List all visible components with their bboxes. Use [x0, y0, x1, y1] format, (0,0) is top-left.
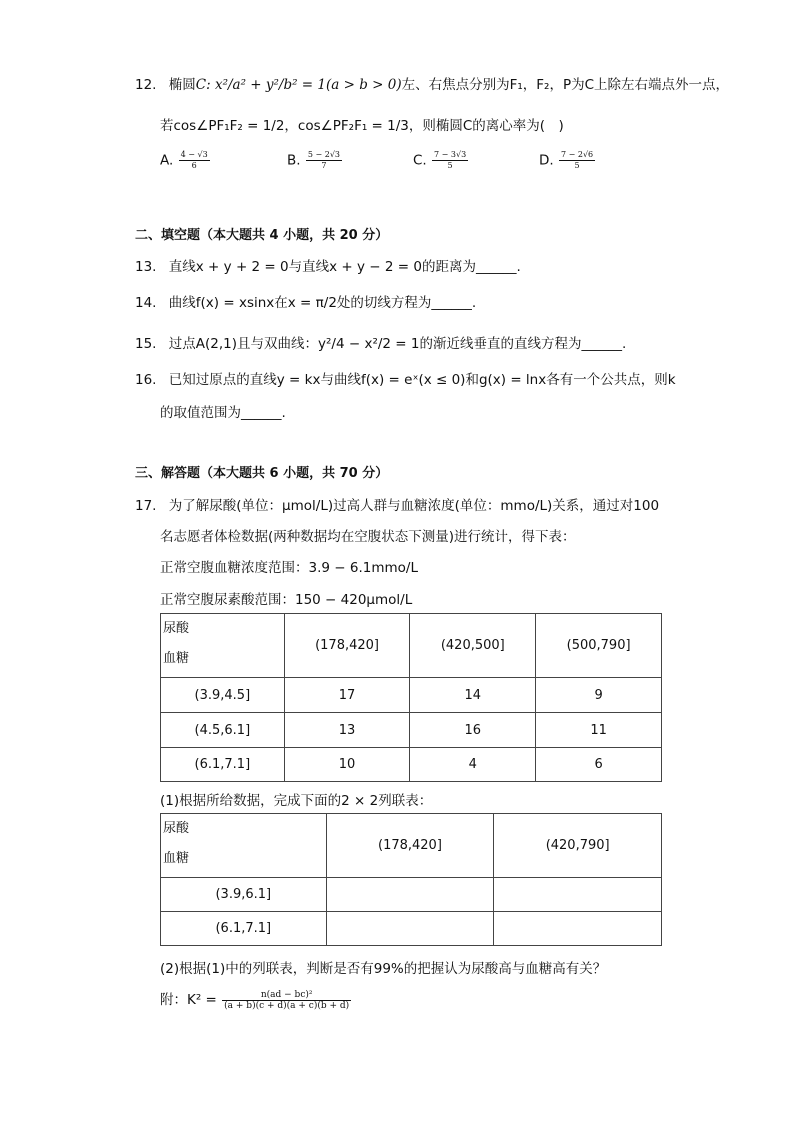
table-cell: 9: [536, 678, 662, 713]
q13: [135, 255, 521, 275]
table-row: [161, 912, 662, 946]
q12-option-b: [287, 150, 343, 171]
empty-cell: [326, 912, 494, 946]
column-header: (178,420]: [326, 814, 494, 878]
q14-text: 曲线f(x) = xsinx在x = π/2处的切线方程为______.: [168, 295, 477, 311]
q17-appendix: [160, 988, 352, 1011]
q12-number: 12.: [135, 77, 157, 93]
formula-denominator: (a + b)(c + d)(a + c)(b + d): [224, 1000, 350, 1011]
q17-text: 为了解尿酸(单位：μmol/L)过高人群与血糖浓度(单位：mmo/L)关系，通过对100: [168, 498, 660, 514]
option-fraction: $\frac{4 - √3}{6}$: [180, 150, 208, 170]
q17-part1: (1)根据所给数据，完成下面的2 × 2列联表：: [160, 793, 433, 809]
q12-line2: 若cos∠PF₁F₂ = 1/2，cos∠PF₂F₁ = 1/3，则椭圆C的离心率为( ): [160, 118, 564, 134]
q12-option-d: [539, 150, 596, 171]
q14: [135, 291, 476, 311]
option-fraction: $\frac{5 - 2√3}{7}$: [307, 150, 341, 170]
row-label: (4.5,6.1]: [161, 713, 285, 748]
row-label: (6.1,7.1]: [161, 748, 285, 782]
table-cell: 14: [410, 678, 536, 713]
table-row: [161, 748, 662, 782]
contingency-table: [160, 813, 662, 946]
section-2-heading: 二、填空题（本大题共 4 小题，共 20 分）: [135, 228, 389, 243]
q12-line1: [135, 73, 729, 93]
row-label: (6.1,7.1]: [161, 912, 327, 946]
q15: [135, 332, 626, 352]
corner-bottom-label: 血糖: [163, 651, 190, 666]
table-row: [161, 678, 662, 713]
option-label: D.: [539, 152, 554, 169]
table-corner: [161, 614, 285, 678]
empty-cell: [494, 912, 662, 946]
q12-postfix: 左、右焦点分别为F₁，F₂，P为C上除左右端点外一点，: [401, 77, 730, 93]
q14-number: 14.: [135, 295, 157, 311]
table-corner: [161, 814, 327, 878]
table-cell: 16: [410, 713, 536, 748]
table-cell: 17: [284, 678, 410, 713]
q12-equation: C: x²/a² + y²/b² = 1(a > b > 0): [195, 77, 402, 93]
option-fraction: $\frac{7 - 2√6}{5}$: [560, 150, 594, 170]
q16-line2: 的取值范围为______.: [160, 405, 286, 421]
q16-number: 16.: [135, 372, 157, 388]
empty-cell: [326, 878, 494, 912]
row-label: (3.9,4.5]: [161, 678, 285, 713]
column-header: (178,420]: [284, 614, 410, 678]
column-header: (420,790]: [494, 814, 662, 878]
table-cell: 6: [536, 748, 662, 782]
q17-number: 17.: [135, 498, 157, 514]
q16-line1: [135, 368, 676, 388]
row-label: (3.9,6.1]: [161, 878, 327, 912]
formula-fraction: [222, 990, 351, 1011]
table-cell: 4: [410, 748, 536, 782]
table-cell: 13: [284, 713, 410, 748]
option-label: B.: [287, 152, 301, 169]
corner-top-label: 尿酸: [163, 821, 190, 836]
q17-line4: 正常空腹尿素酸范围：150 − 420μmol/L: [160, 592, 413, 608]
formula-numerator: n(ad − bc)²: [222, 990, 351, 1001]
column-header: (420,500]: [410, 614, 536, 678]
column-header: (500,790]: [536, 614, 662, 678]
option-label: A.: [160, 152, 174, 169]
q15-number: 15.: [135, 336, 157, 352]
q13-number: 13.: [135, 259, 157, 275]
table-cell: 11: [536, 713, 662, 748]
appendix-label: 附：K² =: [160, 992, 217, 1008]
q17-line1: [135, 494, 659, 514]
option-label: C.: [413, 152, 427, 169]
q16-text: 已知过原点的直线y = kx与曲线f(x) = eˣ(x ≤ 0)和g(x) = lnx各有一个公共点，则k: [168, 372, 676, 388]
corner-top-label: 尿酸: [163, 621, 190, 636]
section-3-heading: 三、解答题（本大题共 6 小题，共 70 分）: [135, 466, 389, 481]
table-cell: 10: [284, 748, 410, 782]
q15-text: 过点A(2,1)且与双曲线：y²/4 − x²/2 = 1的渐近线垂直的直线方程为______.: [168, 336, 627, 352]
table-row: [161, 878, 662, 912]
q17-line2: 名志愿者体检数据(两种数据均在空腹状态下测量)进行统计，得下表：: [160, 529, 576, 545]
option-fraction: $\frac{7 - 3√3}{5}$: [434, 150, 467, 170]
q13-text: 直线x + y + 2 = 0与直线x + y − 2 = 0的距离为______.: [168, 259, 521, 275]
data-table: [160, 613, 662, 782]
table-row: [161, 713, 662, 748]
q17-line3: 正常空腹血糖浓度范围：3.9 − 6.1mmo/L: [160, 560, 418, 576]
q12-prefix: 椭圆: [168, 77, 196, 93]
corner-bottom-label: 血糖: [163, 851, 190, 866]
q12-option-c: [413, 150, 469, 171]
empty-cell: [494, 878, 662, 912]
q17-part2: (2)根据(1)中的列联表，判断是否有99%的把握认为尿酸高与血糖高有关？: [160, 961, 607, 977]
q12-option-a: [160, 150, 211, 171]
